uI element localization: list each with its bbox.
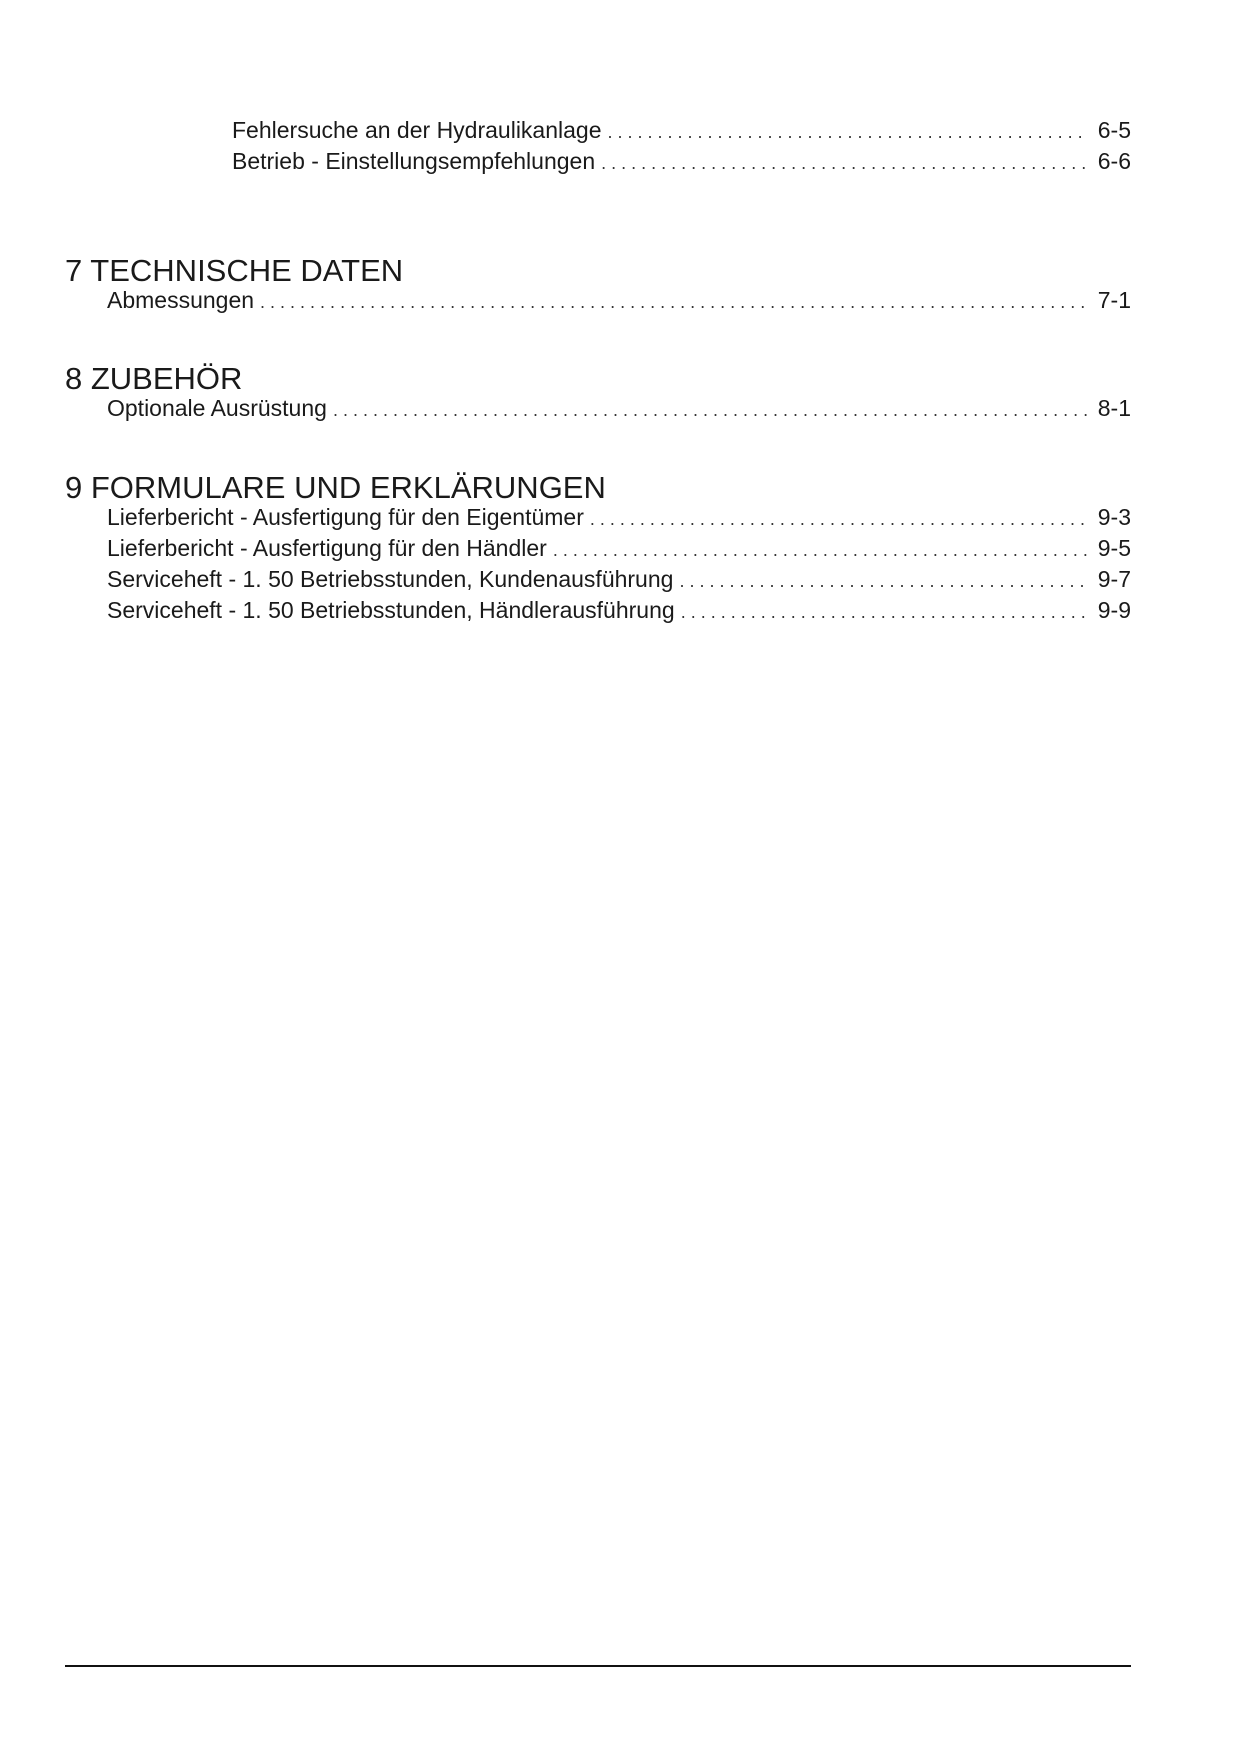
toc-entry[interactable]: [107, 533, 1131, 565]
toc-entry-page: 6-5: [1097, 117, 1131, 143]
toc-entry-page: 9-5: [1097, 535, 1131, 561]
toc-entry[interactable]: [107, 564, 1131, 596]
chapter-heading-9[interactable]: 9 FORMULARE UND ERKLÄRUNGEN: [65, 470, 606, 505]
toc-entry-page: 9-7: [1097, 566, 1131, 592]
chapter-heading-7[interactable]: 7 TECHNISCHE DATEN: [65, 253, 404, 288]
toc-entry[interactable]: [107, 595, 1131, 627]
dot-leader: [679, 566, 1087, 596]
toc-entry-label: Betrieb - Einstellungsempfehlungen: [232, 148, 596, 174]
toc-entry[interactable]: [232, 115, 1131, 147]
toc-entry-label: Fehlersuche an der Hydraulikanlage: [232, 117, 602, 143]
toc-entry-page: 9-3: [1097, 504, 1131, 530]
dot-leader: [601, 148, 1088, 178]
dot-leader: [681, 597, 1088, 627]
toc-entry-page: 8-1: [1097, 395, 1131, 421]
dot-leader: [333, 395, 1088, 425]
toc-entry[interactable]: [107, 502, 1131, 534]
toc-entry-label: Serviceheft - 1. 50 Betriebsstunden, Händlerausführung: [107, 597, 675, 623]
footer-rule: [65, 1665, 1131, 1667]
toc-entry[interactable]: [232, 146, 1131, 178]
toc-entry-label: Lieferbericht - Ausfertigung für den Eigentümer: [107, 504, 584, 530]
toc-entry-page: 9-9: [1097, 597, 1131, 623]
toc-entry-label: Serviceheft - 1. 50 Betriebsstunden, Kundenausführung: [107, 566, 674, 592]
toc-entry-label: Optionale Ausrüstung: [107, 395, 327, 421]
dot-leader: [608, 117, 1088, 147]
toc-entry-label: Lieferbericht - Ausfertigung für den Händler: [107, 535, 547, 561]
toc-entry[interactable]: [107, 393, 1131, 425]
dot-leader: [260, 287, 1088, 317]
dot-leader: [590, 504, 1088, 534]
chapter-heading-8[interactable]: 8 ZUBEHÖR: [65, 361, 243, 396]
toc-entry-label: Abmessungen: [107, 287, 255, 313]
toc-entry[interactable]: [107, 285, 1131, 317]
toc-entry-page: 6-6: [1097, 148, 1131, 174]
dot-leader: [553, 535, 1088, 565]
toc-entry-page: 7-1: [1097, 287, 1131, 313]
